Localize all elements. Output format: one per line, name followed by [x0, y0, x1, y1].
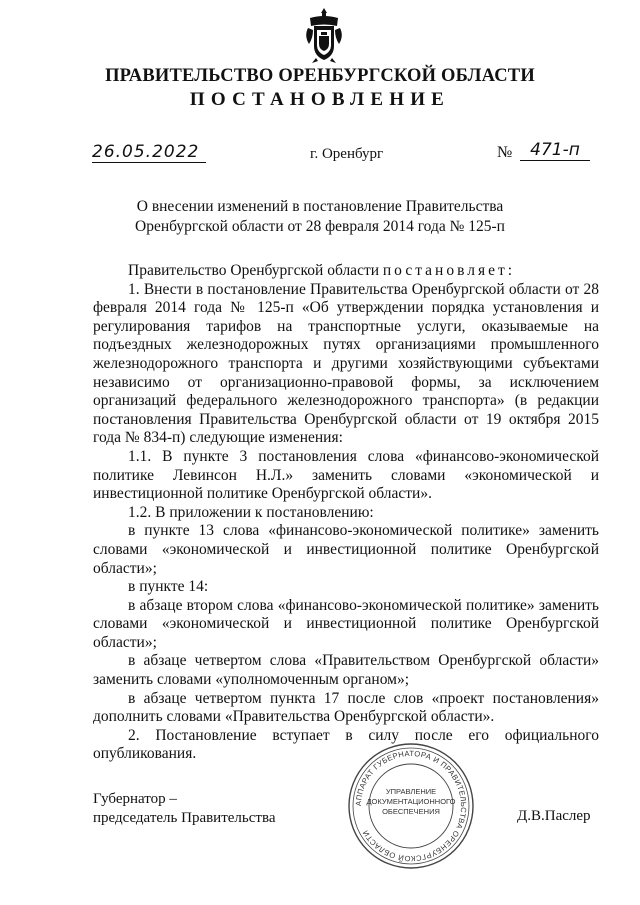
signatory-title-line-2: председатель Правительства: [93, 810, 276, 826]
paragraph-1: 1. Внести в постановление Правительства Оренбургской области от 28 февраля 2014 года № 125-п «Об утверждении порядка установления и регулирования тарифов на транспортные услуги, оказываемые на подъездных железнодорожных путях организациями промышленного железнодорожного транспорта и другими хозяйствующими субъектами независимо от организационно-правовой формы, за исключением организаций федерального железнодорожного транспорта» (в редакции постановления Правительства Оренбургской области от 19 октября 2015 года № 834-п) следующие изменения:: [93, 280, 599, 447]
stamp-center-text: [360, 787, 462, 817]
intro-prefix: Правительство Оренбургской области: [128, 262, 380, 279]
paragraph-1-1: 1.1. В пункте 3 постановления слова «финансово-экономической политике Левинсон Н.Л.» заменить словами «экономической и инвестиционной политике Оренбургской области».: [93, 447, 599, 503]
paragraph-1-2-a: в пункте 13 слова «финансово-экономической политике» заменить словами «экономической и инвестиционной политике Оренбургской области»;: [93, 522, 599, 577]
stamp-line-2: ДОКУМЕНТАЦИОННОГО: [366, 797, 456, 806]
intro-verb: постановляет:: [382, 262, 516, 279]
paragraph-1-2-b: в пункте 14:: [128, 578, 209, 596]
document-subject: [100, 197, 540, 237]
stamp-line-3: ОБЕСПЕЧЕНИЯ: [382, 807, 440, 816]
document-number-label: №: [497, 144, 513, 161]
document-type: ПОСТАНОВЛЕНИЕ: [189, 89, 451, 110]
document-date: 26.05.2022: [92, 142, 206, 163]
document-number: 471-п: [520, 140, 590, 161]
signatory-title: [93, 790, 276, 828]
signatory-name: Д.В.Паслер: [517, 808, 591, 824]
paragraph-1-2-e: в абзаце четвертом пункта 17 после слов «проект постановления» дополнить словами «Правительства Оренбургской области».: [93, 689, 599, 726]
paragraph-1-2: 1.2. В приложении к постановлению:: [128, 503, 374, 521]
paragraph-2: 2. Постановление вступает в силу после его официального опубликования.: [93, 726, 599, 763]
document-body: [93, 262, 599, 764]
stamp-line-1: УПРАВЛЕНИЕ: [385, 787, 437, 796]
signatory-title-line-1: Губернатор –: [93, 791, 177, 807]
coat-of-arms-icon: [304, 6, 344, 64]
document-city: г. Оренбург: [310, 146, 384, 162]
subject-line-1: О внесении изменений в постановление Правительства: [136, 198, 504, 215]
paragraph-1-2-d: в абзаце четвертом слова «Правительством Оренбургской области» заменить словами «уполномоченным органом»;: [93, 652, 599, 689]
paragraph-1-2-c: в абзаце втором слова «финансово-экономической политике» заменить словами «экономической и инвестиционной политике Оренбургской области»;: [93, 596, 599, 651]
stamp-ring-text: АППАРАТ ГУБЕРНАТОРА И ПРАВИТЕЛЬСТВА ОРЕНБУРГСКОЙ ОБЛАСТИ: [353, 748, 469, 864]
subject-line-2: Оренбургской области от 28 февраля 2014 года № 125-п: [135, 218, 505, 235]
intro-paragraph: [93, 262, 599, 281]
organization-name: ПРАВИТЕЛЬСТВО ОРЕНБУРГСКОЙ ОБЛАСТИ: [105, 66, 535, 86]
